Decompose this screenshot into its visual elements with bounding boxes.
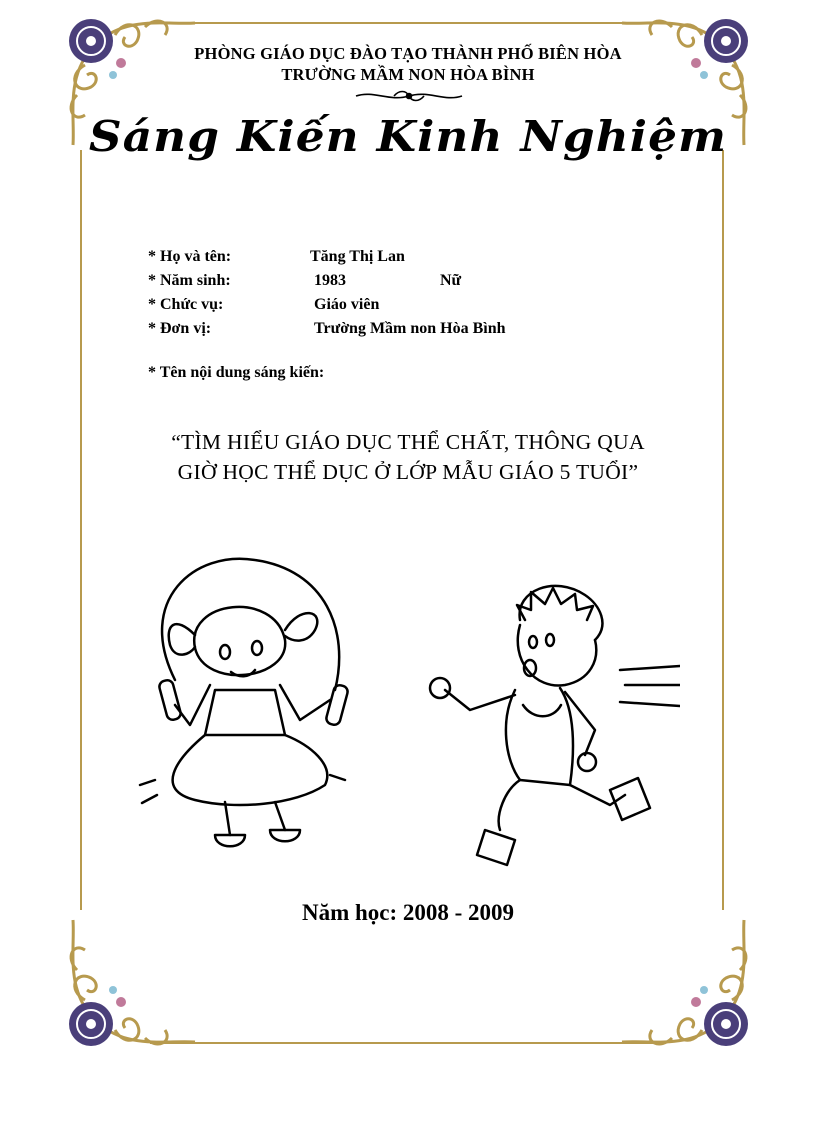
frame-right-line	[722, 150, 724, 910]
topic-line-1: “TÌM HIỂU GIÁO DỤC THỂ CHẤT, THÔNG QUA	[171, 430, 645, 454]
birth-label: * Năm sinh:	[148, 272, 231, 289]
academic-year: Năm học: 2008 - 2009	[301, 900, 515, 925]
name-value: Tăng Thị Lan	[310, 248, 405, 265]
topic-line-2: GIỜ HỌC THỂ DỤC Ở LỚP MẪU GIÁO 5 TUỔI”	[177, 460, 639, 484]
position-value: Giáo viên	[314, 296, 380, 313]
page-title: Sáng Kiến Kinh Nghiệm	[88, 112, 728, 161]
boy-running-illustration	[425, 580, 680, 875]
birth-value: 1983	[314, 272, 346, 289]
header-school: TRƯỜNG MẦM NON HÒA BÌNH	[281, 65, 535, 84]
header-department: PHÒNG GIÁO DỤC ĐÀO TẠO THÀNH PHỐ BIÊN HÒA	[194, 44, 622, 63]
frame-top-line	[150, 22, 666, 24]
corner-ornament-bottom-right	[612, 910, 762, 1060]
girl-jumping-rope-illustration	[135, 540, 360, 870]
gender-value: Nữ	[440, 272, 462, 289]
topic-label: * Tên nội dung sáng kiến:	[148, 364, 325, 381]
frame-bottom-line	[150, 1042, 666, 1044]
name-label: * Họ và tên:	[148, 248, 232, 265]
unit-value: Trường Mầm non Hòa Bình	[314, 320, 506, 337]
corner-ornament-bottom-left	[55, 910, 205, 1060]
unit-label: * Đơn vị:	[148, 320, 212, 337]
frame-left-line	[80, 150, 82, 910]
position-label: * Chức vụ:	[148, 296, 224, 313]
flourish-divider-icon	[354, 88, 464, 104]
